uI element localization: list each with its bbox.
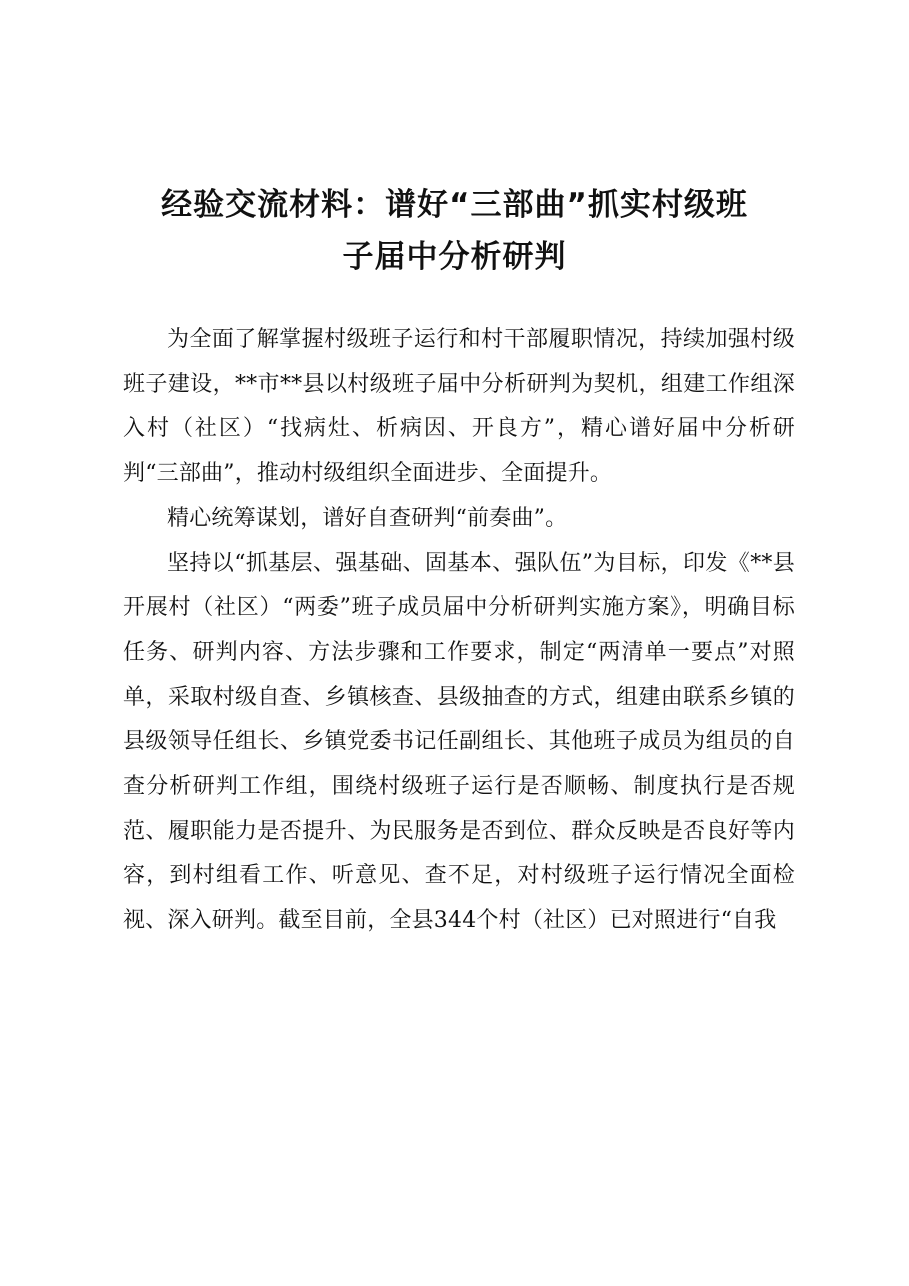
paragraph-intro: 为全面了解掌握村级班子运行和村干部履职情况，持续加强村级班子建设，**市**县以村级班子届中分析研判为契机，组建工作组深入村（社区）“找病灶、析病因、开良方”，精心谱好届中分析研判“三部曲”，推动村级组织全面进步、全面提升。 bbox=[123, 327, 795, 487]
document-body bbox=[123, 318, 795, 944]
document-title bbox=[110, 179, 799, 283]
title-line-1: 经验交流材料：谱好“三部曲”抓实村级班 bbox=[161, 186, 748, 223]
section-heading: 精心统筹谋划，谱好自查研判“前奏曲”。 bbox=[167, 505, 568, 531]
paragraph-details: 坚持以“抓基层、强基础、固基本、强队伍”为目标，印发《**县开展村（社区）“两委”班子成员届中分析研判实施方案》，明确目标任务、研判内容、方法步骤和工作要求，制定“两清单一要点”对照单，采取村级自查、乡镇核查、县级抽查的方式，组建由联系乡镇的县级领导任组长、乡镇党委书记任副组长、其他班子成员为组员的自查分析研判工作组，围绕村级班子运行是否顺畅、制度执行是否规范、履职能力是否提升、为民服务是否到位、群众反映是否良好等内容，到村组看工作、听意见、查不足，对村级班子运行情况全面检视、深入研判。截至目前，全县344个村（社区）已对照进行“自我 bbox=[123, 550, 795, 934]
title-line-2: 子届中分析研判 bbox=[342, 238, 567, 275]
